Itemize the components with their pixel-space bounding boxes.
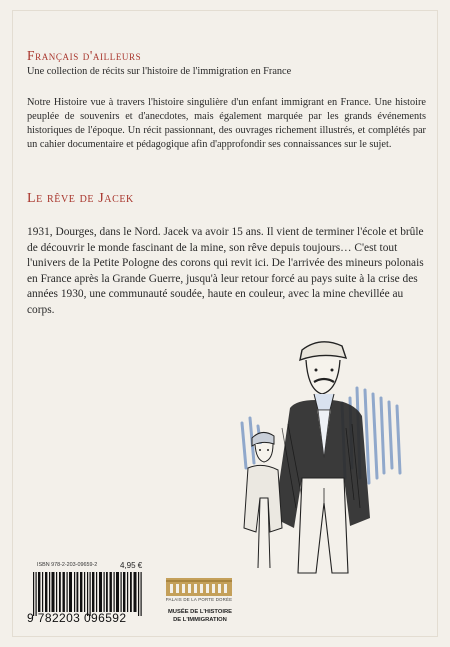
barcode-digits: 9 782203 096592 xyxy=(27,611,127,625)
logo-museum-line-1: MUSÉE DE L'HISTOIRE xyxy=(167,609,233,615)
price-label: 4,95 € xyxy=(120,561,143,570)
series-description: Notre Histoire vue à travers l'histoire singulière d'un enfant immigrant en France. Une histoire peuplée de souvenirs et d'anecdotes, mais également marquée par les grands événements historiques de l'époque. Un récit passionnant, des ouvrages richement illustrés, et complétés par un cahier documentaire et pédagogique afin d'approfondir ses connaissances sur le sujet. xyxy=(27,97,426,151)
logo-museum-line-2: DE L'IMMIGRATION xyxy=(173,617,227,623)
isbn-label: ISBN 978-2-203-09659-2 xyxy=(37,562,98,568)
logo-palace-text: PALAIS DE LA PORTE DORÉE xyxy=(165,597,233,602)
series-title: Français d'ailleurs xyxy=(27,48,142,63)
series-subtitle: Une collection de récits sur l'histoire de l'immigration en France xyxy=(27,66,292,77)
book-title: Le rêve de Jacek xyxy=(27,191,134,206)
book-summary: 1931, Dourges, dans le Nord. Jacek va avoir 15 ans. Il vient de terminer l'école et brûle de découvrir le monde fascinant de la mine, son rêve depuis toujours… C'est tout l'univers de la Petite Pologne des corons qui revit ici. De l'arrivée des mineurs polonais en France après la Grande Guerre, jusqu'à leur retour forcé au pays suite à la crise des années 1930, une communauté soudée, haute en couleur, avec la mine chevillée au corps. xyxy=(27,226,424,316)
museum-logo-icon xyxy=(162,576,236,632)
miner-illustration xyxy=(232,328,412,578)
